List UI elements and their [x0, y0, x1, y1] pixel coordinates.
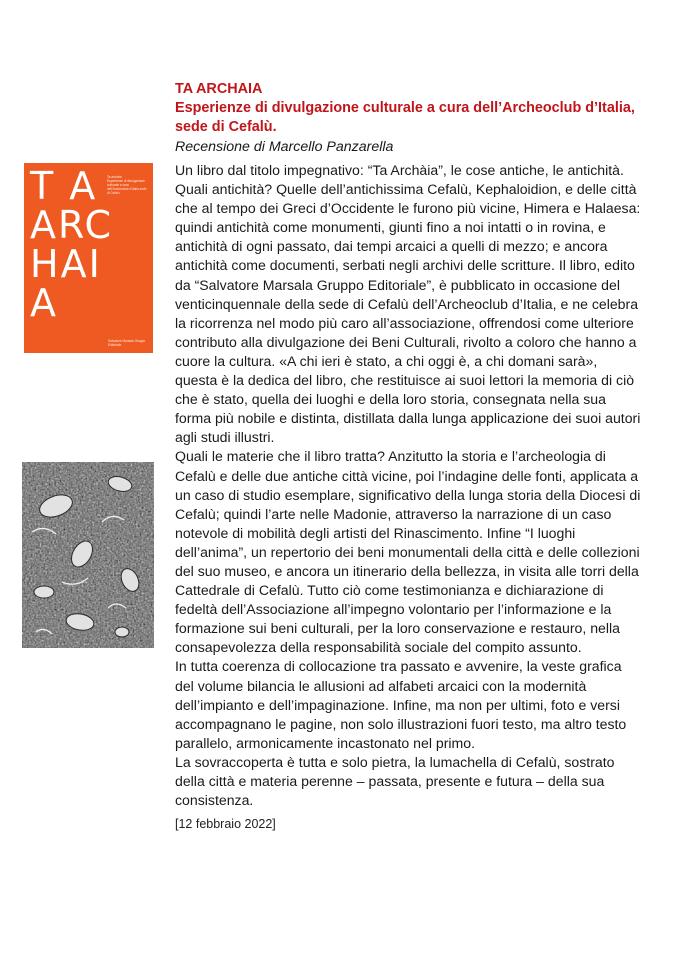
article-subtitle-line2: sede di Cefalù. — [175, 119, 277, 135]
cover-mini-text — [107, 175, 149, 195]
cover-line-2: ARC — [30, 203, 114, 247]
book-cover-image — [24, 163, 153, 353]
cover-mini-title: Ta archaia — [107, 175, 122, 179]
paragraph-3: In tutta coerenza di collocazione tra passato e avvenire, la veste grafica del volume bilancia le allusioni ad alfabeti arcaici con la modernità dell’impianto e dell’impaginazione. Infine, ma non per ultimi, foto e versi accompagnano le pagine, non solo illustrazioni fuori testo, ma altro testo parallelo, armonicamente incastonato nel primo. — [175, 658, 627, 751]
paragraph-2: Quali le materie che il libro tratta? Anzitutto la storia e l’archeologia di Cefalù e delle due antiche città vicine, poi l’indagine delle fonti, applicata a un caso di studio esemplare, significativo della lunga storia della Diocesi di Cefalù; quindi l’arte nelle Madonie, attraverso la narrazione di un caso notevole di mobilità degli artisti del Rinascimento. Infine “I luoghi dell’anima”, un repertorio dei beni monumentali della città e delle collezioni del suo museo, e ancora un itinerario della bellezza, in visita alle torri della Cattedrale di Cefalù. Tutto ciò come testimonianza e dichiarazione di fedeltà dell’Associazione all’impegno volontario per l’informazione e la formazione sui beni culturali, per la loro conservazione e restauro, nella consapevolezza della responsabilità sociale del compito assunto. — [175, 448, 641, 656]
article-body — [175, 161, 641, 834]
article-title: TA ARCHAIA — [175, 81, 263, 97]
article-header — [175, 80, 645, 157]
cover-lettering — [30, 164, 114, 325]
cover-publisher: Salvatore Marsala Gruppo Editoriale — [108, 339, 146, 347]
lumachella-stone-image — [22, 462, 154, 648]
article-date: [12 febbraio 2022] — [175, 817, 276, 832]
cover-line-1: T A — [30, 164, 98, 208]
article-byline: Recensione di Marcello Panzarella — [175, 139, 394, 155]
cover-line-4: A — [30, 281, 58, 325]
cover-line-3: HAI — [30, 242, 102, 286]
paragraph-4: La sovraccoperta è tutta e solo pietra, la lumachella di Cefalù, sostrato della città e materia perenne – passata, presente e futura – della sua consistenza. — [175, 753, 615, 809]
article-subtitle-line1: Esperienze di divulgazione culturale a cura dell’Archeoclub d’Italia, — [175, 100, 635, 116]
stone-texture — [22, 462, 154, 648]
paragraph-1: Un libro dal titolo impegnativo: “Ta Archàia”, le cose antiche, le antichità. Quali antichità? Quelle dell’antichissima Cefalù, Kephaloidion, e delle città che al tempo dei Greci d’Occidente le furono più vicine, Himera e Halaesa: quindi antichità come monumenti, giunti fino a noi intatti o in rovina, e antichità di ogni passato, dai tempi arcaici a quelli di mezzo; e ancora antichità come documenti, serbati negli archivi delle scritture. Il libro, edito da “Salvatore Marsala Gruppo Editoriale”, è pubblicato in occasione del venticinquennale della sede di Cefalù dell’Archeoclub d’Italia, e ne celebra la ricorrenza nel modo più caro all’associazione, offrendosi come ulteriore contributo alla divulgazione dei Beni Culturali, rivolto a coloro che hanno a cuore la cultura. «A chi ieri è stato, a chi oggi è, a chi domani sarà», questa è la dedica del libro, che restituisce ai suoi lettori la memoria di ciò che è stato, quella dei luoghi e della loro storia, consegnata nella sua forma più nobile e distinta, distillata dalla lunga applicazione dei suoi autori agli studi illustri. — [175, 162, 641, 446]
cover-mini-desc: Esperienze di divulgazione culturale a cura dell’Archeoclub d’Italia sede di Cefalù — [107, 179, 147, 195]
